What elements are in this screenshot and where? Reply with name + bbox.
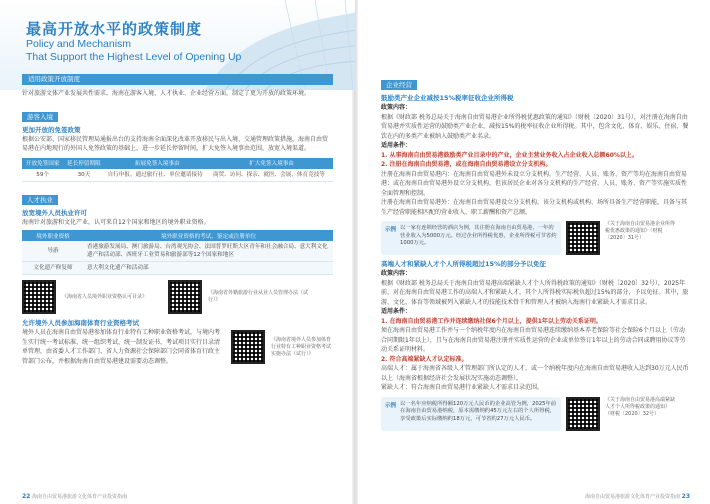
conditions-label-2: 适用条件： [381,308,412,315]
example-row-2 [381,397,690,431]
left-footer [22,493,127,500]
right-footer [585,493,690,500]
qr-code-icon[interactable] [566,397,600,431]
policy-content-label: 政策内容： [381,104,412,111]
page-number: 23 [681,493,690,500]
visa-header: 拓展免签入境事由 [105,158,210,169]
visa-header: 延长停留期限 [63,158,104,169]
exam-subtitle: 允许境外人员参加海南体育行业资格考试 [22,319,139,327]
talent-condition-2b: 紧缺人才：符合海南自由贸易港行业紧缺人才需求目录范围。 [381,384,544,391]
biz-text-1: 根据《财政部 税务总局关于海南自由贸易港企业所得税优惠政策的通知》（财税〔2020〕31号），对注册在海南自由贸易港并实质性运营的鼓励类产业企业，减按15%的税率征收企业所得税。其中，包含文化、体育、娱乐、住宿、餐饮在内的多类产业被纳入鼓励类产业名录。 [381,113,689,140]
page-title: 最高开放水平的政策制度 [26,20,203,38]
page-subtitle-en [26,38,241,64]
right-content [381,72,690,431]
right-page [355,0,710,504]
qr-code-icon[interactable] [168,280,202,314]
talent-header: 境外职业资格 [22,230,84,241]
page-number: 22 [22,493,31,500]
qr-code-icon[interactable] [231,330,265,364]
visa-cell: 30天 [63,169,104,182]
qr-row-1 [22,280,333,314]
example-tag: 示例 [385,227,397,233]
talent-cell: 导游 [22,241,84,262]
qr-caption: 《海南省人员境外职业资格认可目录》 [62,293,148,300]
visa-header: 扩大免签入境事由 [210,158,333,169]
example-text: 以一名年应纳税所得额120万元人民币的企业高管为例，2025年前在海南自由贸易港纳税，原本需缴纳约45万元左右的个人所得税，享受政策后实际缴纳约18万元，可节省约27万元人民币。 [400,400,557,422]
condition-1: 1. 从事海南自由贸易港鼓励类产业目录中的产业，企业主营业务收入占企业收入总额60%以上。 [381,151,638,159]
talent-cell: 意大利文化遗产和活动部 [84,262,333,275]
qr-caption: 《关于海南自由贸易港企业所得税优惠政策的通知》（财税〔2020〕31号） [605,221,676,241]
qr-caption: 《海南省外籍旅游行业从业人员管理办法（试行）》 [208,290,309,303]
section-bar-policy: 适用政策开放制度 [22,74,333,85]
talent-condition-1: 1. 在海南自由贸易港工作并连续缴纳社保6个月以上，提供1年以上劳动关系证明。 [381,317,602,325]
visa-cell: 商贸、访问、探亲、就医、会展、体育竞技等 [210,169,333,182]
example-row-1 [381,221,690,255]
visa-table [22,158,333,182]
qr-caption: 《海南省境外人员参加体育行业特有工种职业资格考试实施办法（试行）》 [271,336,332,357]
visitor-text: 根据公安部、国家移民管理局通报出台的支持海南全面深化改革开放移民与出入境、交通管理政策措施，海南自由贸易港在内地现行的外国人免签政策的基础上，进一步延长停留时间，扩大免签入境事由范围，放宽入境渠道。 [22,135,329,152]
example-note [381,397,561,431]
subtitle-line-2: That Support the Highest Level of Opening Up [26,51,242,63]
example-note [381,221,561,255]
biz-text-2: 根据《财政部 税务总局关于海南自由贸易港高端紧缺人才个人所得税政策的通知》（财税〔2020〕32号），2025年前，对在海南自由贸易港工作的高端人才和紧缺人才，其个人所得税实际税负超过15%的部分，予以免征。其中，旅游、文化、体育等领域被列入紧缺人才的技能技术骨干和管理人才被纳入海南行业紧缺人才需求目录。 [381,279,689,306]
intro-text: 针对旅游文体产业发展共性需求，海南在游客入境、人才执业、企业经营方面，制定了更为开放的政策环境。 [22,90,311,97]
footer-text: 海南自由贸易港旅游文化体育产业投资指南 [31,494,127,500]
talent-cell: 文化遗产修复师 [22,262,84,275]
qr-row-2 [231,328,333,366]
subtitle-line-1: Policy and Mechanism [26,38,132,50]
talent-table [22,230,333,275]
exam-text: 境外人员在海南自由贸易港参加体育行业特有工种职业资格考试，与境内考生实行统一考试标准、统一组织考试、统一制发证书，考试项目实行目录清单管理，由省委人才工作部门、省人力资源社会保障部门会同省体育行政主管部门公布，并根据海南自由贸易港建设需要动态调整。 [22,329,221,365]
talent-tax-subtitle: 高端人才和紧缺人才个人所得税超过15%的部分予以免征 [381,260,547,268]
talent-text: 海南针对旅游和文化产业，认可来自12个国家和地区的境外职业资格。 [22,218,210,226]
talent-condition-1-text: 须在海南自由贸易港工作并与一个纳税年度内在海南自由贸易港连续缴纳基本养老保险等社会保险6个月以上（劳动合同期限1年以上），且与在海南自由贸易港注册并实质性运营的企业或单位签订1年以上的劳动合同或聘用协议等劳动关系证明材料。 [381,327,686,353]
conditions-label: 适用条件： [381,142,412,149]
tag-business: 企业经营 [381,80,417,90]
left-content [22,74,333,366]
tag-talent: 人才执业 [22,195,58,205]
condition-2: 2. 注册在海南自由贸易港，或在海南自由贸易港设立分支机构。 [381,161,552,168]
example-tag: 示例 [385,402,397,409]
condition-2b: 注册在海南自由贸易港外：在海南自由贸易港设立分支机构，该分支机构或机构、场所具备生产经营职能，具备与其生产经营职能相匹配的营业收入、职工薪酬和资产总额。 [381,199,688,216]
qr-code-icon[interactable] [566,221,600,255]
talent-header: 境外职业资格的考试、鉴定或注册单位 [84,230,333,241]
visitor-subtitle: 更加开放的免签政策 [22,125,81,134]
policy-content-label-2: 政策内容： [381,270,412,277]
visa-cell: 自行申报、通过旅行社、单位邀请接待 [105,169,210,182]
talent-condition-2a: 高端人才：属于海南省各级人才管理部门所认定的人才，或一个纳税年度内在海南自由贸易港收入达到30万元人民币以上（海南省根据经济社会发展状况实施动态调整）。 [381,365,689,382]
visa-cell: 59个 [22,169,63,182]
talent-condition-2: 2. 符合高端紧缺人才认定标准。 [381,355,468,363]
tag-visitor-entry: 游客入境 [22,112,58,122]
condition-2a: 注册在海南自由贸易港内：在海南自由贸易港外未设立分支机构，生产经营、人员、账务、资产等均在海南自由贸易港；或在海南自由贸易港外设立分支机构，但该居民企业对各分支机构的生产经营、人员、账务、资产等实施实质性全面管理和控制。 [381,170,688,197]
biz-subtitle: 鼓励类产业企业减按15%税率征收企业所得税 [381,94,514,102]
talent-subtitle: 放宽境外人员执业许可 [22,208,87,217]
talent-cell: 香港旅游发展局、澳门旅游局、台湾观光协会、法国普罗旺斯大区青年和社会融合局、意大利文化遗产和活动部、西班牙工业贸易和旅游部等12个国家和地区 [84,241,333,262]
qr-code-icon[interactable] [22,280,56,314]
example-text: 以一家有连锁经营的酒店为例，其注册在海南自由贸易港，一年的营业收入为5000万元。经过企业所得税优惠，企业所得税可节省约1000万元。 [400,225,557,246]
footer-text: 海南自由贸易港旅游文化体育产业投资指南 [585,494,681,500]
qr-caption: 《关于海南自由贸易港高端紧缺人才个人所得税政策的通知》（财税〔2020〕32号） [605,396,676,417]
visa-header: 开放免签国家 [22,158,63,169]
